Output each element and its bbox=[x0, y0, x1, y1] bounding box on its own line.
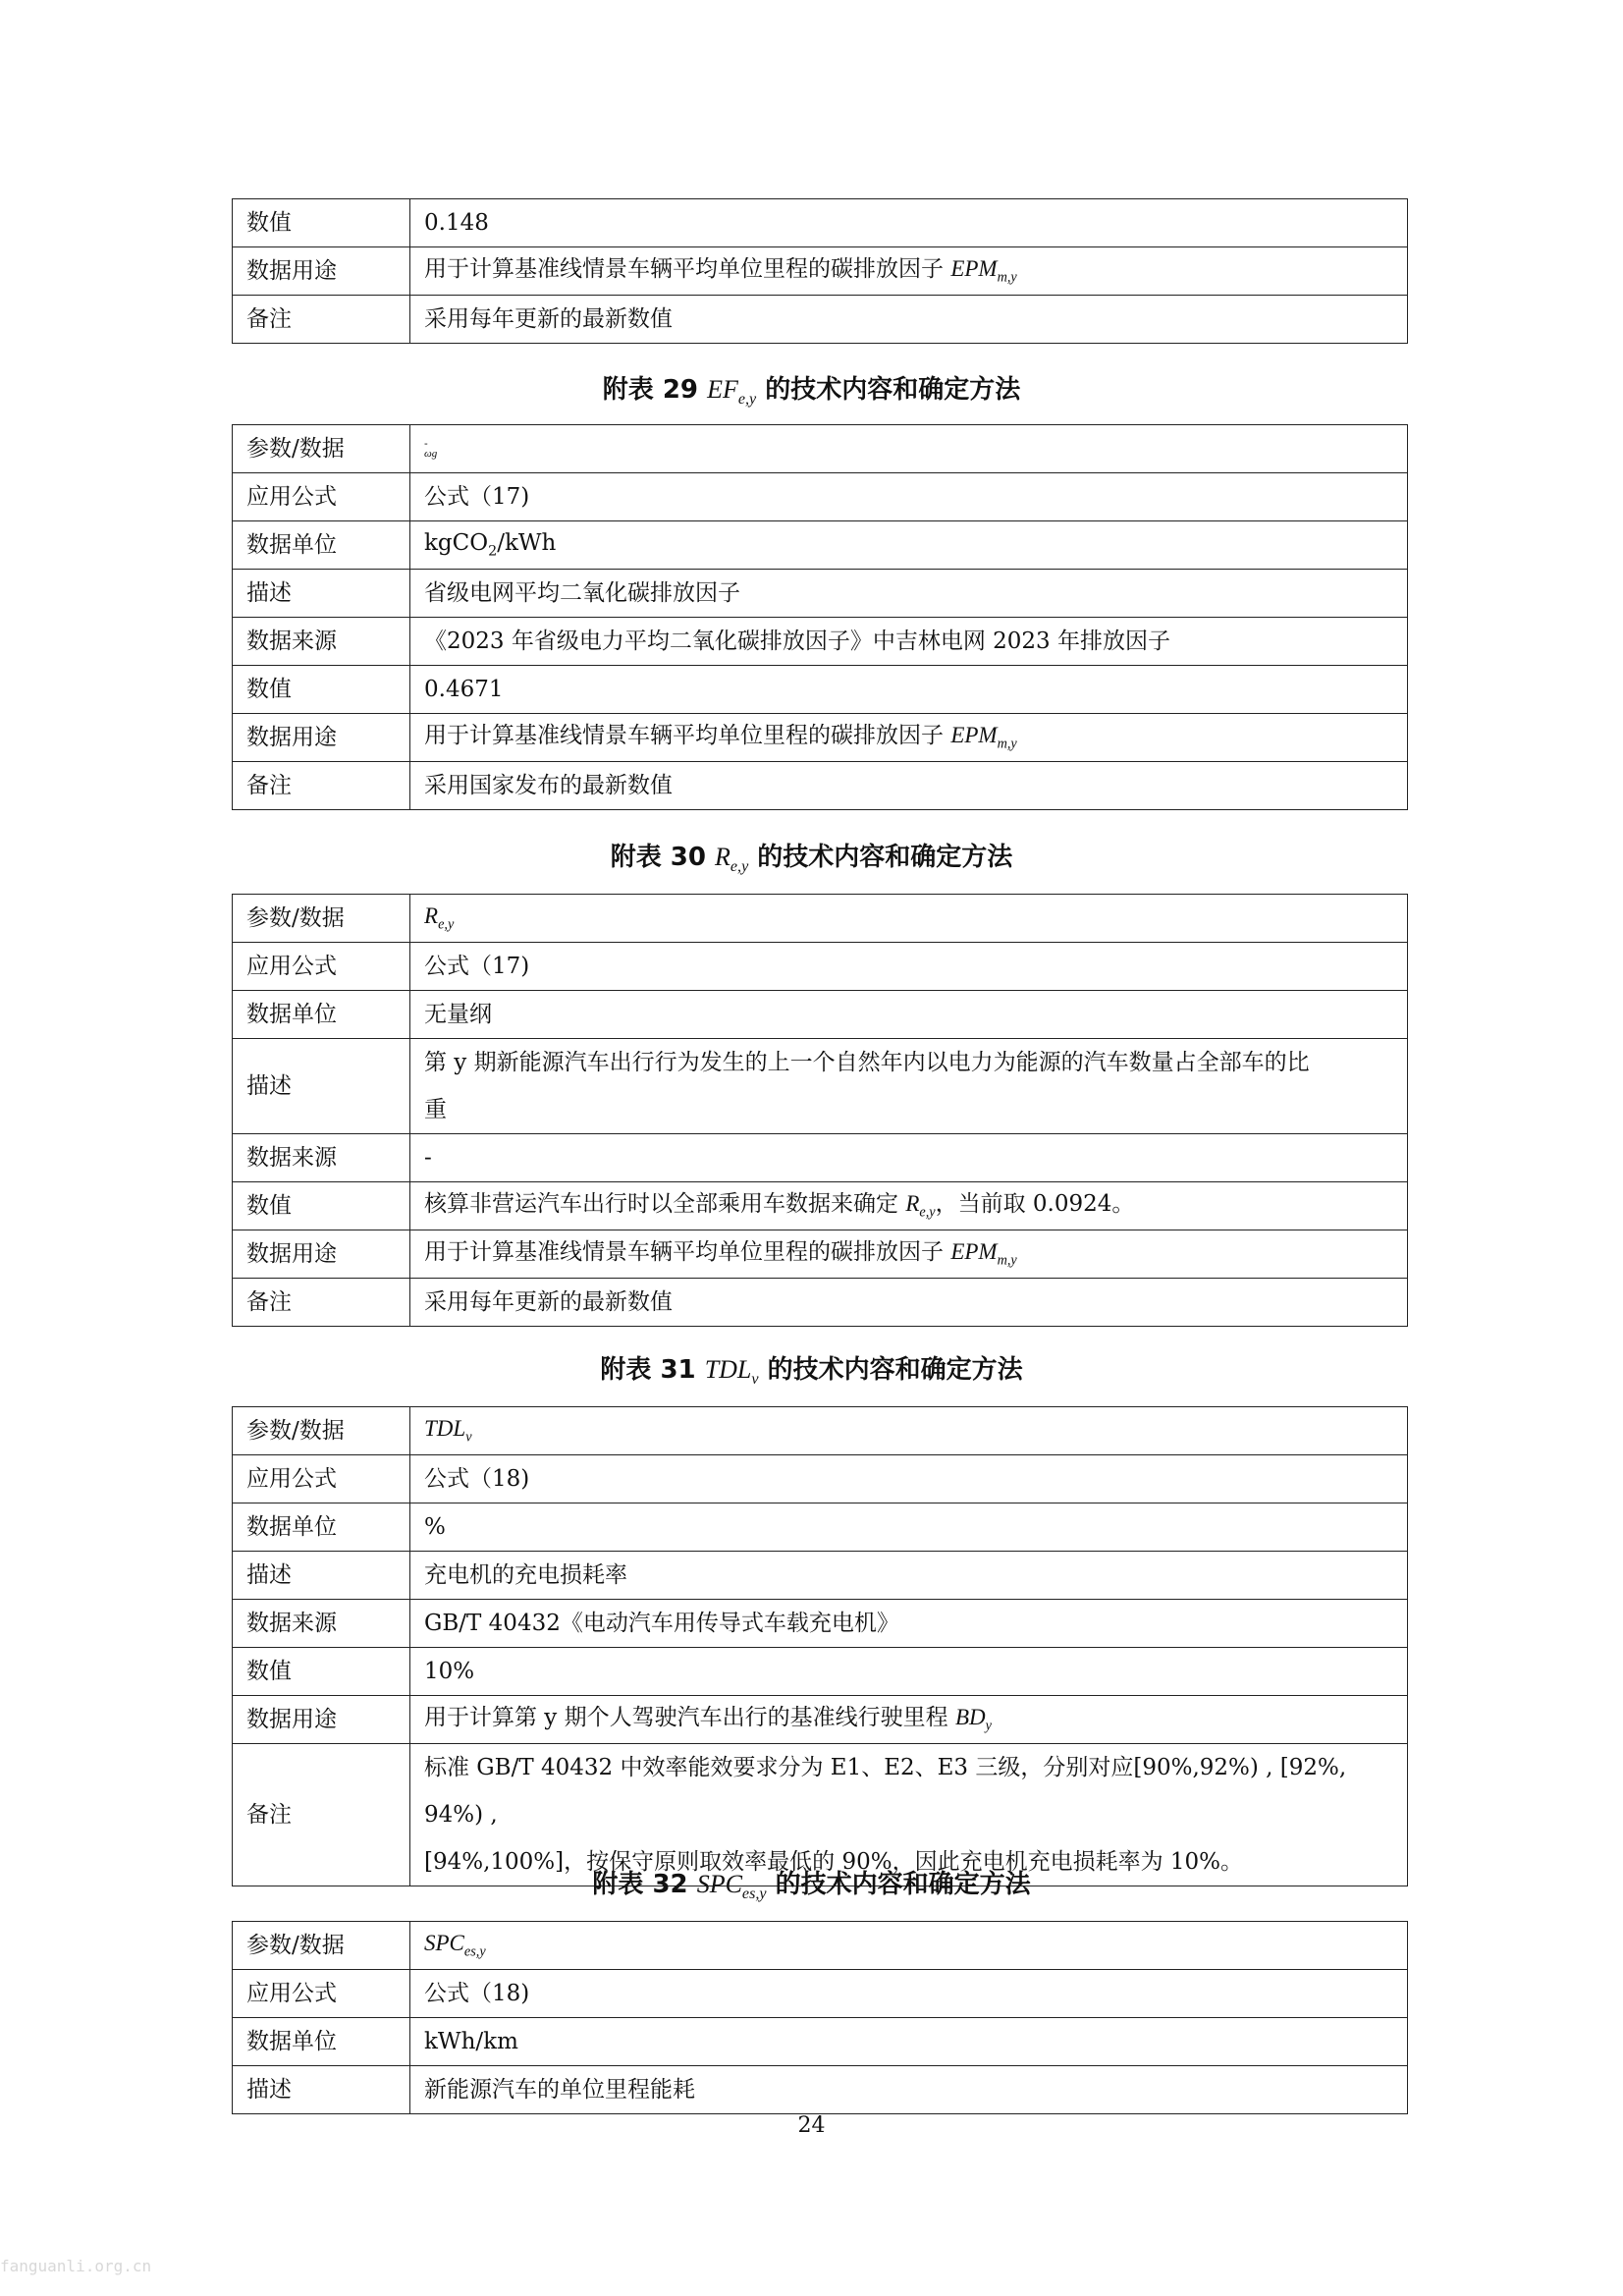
row-value: 用于计算基准线情景车辆平均单位里程的碳排放因子 $EPM_{m,y}$ bbox=[410, 1230, 1408, 1279]
row-key: 数值 bbox=[233, 1182, 410, 1230]
row-value: GB/T 40432《电动汽车用传导式车载充电机》 bbox=[410, 1600, 1408, 1648]
table-row bbox=[233, 1039, 1408, 1134]
table-row bbox=[233, 247, 1408, 296]
row-value: $TDL_v$ bbox=[410, 1407, 1408, 1455]
table-row bbox=[233, 1279, 1408, 1327]
row-value: kgCO$_2$/kWh bbox=[410, 521, 1408, 570]
row-key: 数值 bbox=[233, 1648, 410, 1696]
watermark: fanguanli.org.cn bbox=[0, 2257, 152, 2275]
row-value: 《2023 年省级电力平均二氧化碳排放因子》中吉林电网 2023 年排放因子 bbox=[410, 618, 1408, 666]
table-row bbox=[233, 1134, 1408, 1182]
row-value: 0.4671 bbox=[410, 666, 1408, 714]
row-key: 数据单位 bbox=[233, 991, 410, 1039]
table-row bbox=[233, 1970, 1408, 2018]
row-value: 用于计算第 y 期个人驾驶汽车出行的基准线行驶里程 $BD_y$ bbox=[410, 1696, 1408, 1744]
row-value: 无量纲 bbox=[410, 991, 1408, 1039]
row-key: 应用公式 bbox=[233, 1970, 410, 2018]
table-row bbox=[233, 762, 1408, 810]
row-value: - bbox=[410, 1134, 1408, 1182]
row-value: $R_{e,y}$ bbox=[410, 895, 1408, 943]
table bbox=[232, 1406, 1408, 1886]
row-value: 公式（18) bbox=[410, 1970, 1408, 2018]
row-value: 采用国家发布的最新数值 bbox=[410, 762, 1408, 810]
table-row bbox=[233, 521, 1408, 570]
row-value: 用于计算基准线情景车辆平均单位里程的碳排放因子 $EPM_{m,y}$ bbox=[410, 714, 1408, 762]
table-row bbox=[233, 895, 1408, 943]
row-key: 备注 bbox=[233, 296, 410, 344]
row-key: 参数/数据 bbox=[233, 425, 410, 473]
row-key: 参数/数据 bbox=[233, 1922, 410, 1970]
row-value: $SPC_{es,y}$ bbox=[410, 1922, 1408, 1970]
row-value: 省级电网平均二氧化碳排放因子 bbox=[410, 570, 1408, 618]
table-row bbox=[233, 2066, 1408, 2114]
row-value: 第 y 期新能源汽车出行行为发生的上一个自然年内以电力为能源的汽车数量占全部车的比 重 bbox=[410, 1039, 1408, 1134]
table bbox=[232, 1921, 1408, 2114]
row-value: kWh/km bbox=[410, 2018, 1408, 2066]
row-value: 核算非营运汽车出行时以全部乘用车数据来确定 $R_{e,y}$，当前取 0.0924。 bbox=[410, 1182, 1408, 1230]
table-row bbox=[233, 1600, 1408, 1648]
table-row bbox=[233, 714, 1408, 762]
row-value: 10% bbox=[410, 1648, 1408, 1696]
row-key: 数据来源 bbox=[233, 1134, 410, 1182]
row-key: 应用公式 bbox=[233, 1455, 410, 1503]
table-32 bbox=[232, 1921, 1408, 2114]
row-value: 公式（17) bbox=[410, 943, 1408, 991]
row-key: 数据单位 bbox=[233, 1503, 410, 1552]
row-key: 描述 bbox=[233, 2066, 410, 2114]
table-row bbox=[233, 666, 1408, 714]
row-value: 采用每年更新的最新数值 bbox=[410, 1279, 1408, 1327]
table bbox=[232, 424, 1408, 810]
row-value: 公式（18) bbox=[410, 1455, 1408, 1503]
row-value: - ωg bbox=[410, 425, 1408, 473]
row-value: 充电机的充电损耗率 bbox=[410, 1552, 1408, 1600]
row-key: 数据来源 bbox=[233, 618, 410, 666]
table-row bbox=[233, 199, 1408, 247]
table bbox=[232, 894, 1408, 1327]
row-key: 应用公式 bbox=[233, 473, 410, 521]
table-31-caption: 附表 31 $TDL_v$ 的技术内容和确定方法 bbox=[600, 1355, 1023, 1389]
row-key: 参数/数据 bbox=[233, 895, 410, 943]
table-row bbox=[233, 296, 1408, 344]
table-30-caption: 附表 30 $R_{e,y}$ 的技术内容和确定方法 bbox=[610, 843, 1013, 876]
row-value: 采用每年更新的最新数值 bbox=[410, 296, 1408, 344]
table-row bbox=[233, 991, 1408, 1039]
row-key: 参数/数据 bbox=[233, 1407, 410, 1455]
row-value: 用于计算基准线情景车辆平均单位里程的碳排放因子 $EPM_{m,y}$ bbox=[410, 247, 1408, 296]
table-row bbox=[233, 1455, 1408, 1503]
row-value: 标准 GB/T 40432 中效率能效要求分为 E1、E2、E3 三级，分别对应[90%,92%) , [92%, 94%) , [94%,100%]，按保守原则取效率最低的 90%，因此充电机充电损耗率为 10%。 bbox=[410, 1744, 1408, 1886]
row-key: 备注 bbox=[233, 762, 410, 810]
table-row bbox=[233, 425, 1408, 473]
table-28-tail bbox=[232, 198, 1408, 344]
table-32-caption: 附表 32 $SPC_{es,y}$ 的技术内容和确定方法 bbox=[592, 1870, 1031, 1903]
row-value: 公式（17) bbox=[410, 473, 1408, 521]
row-key: 备注 bbox=[233, 1744, 410, 1886]
row-key: 数据用途 bbox=[233, 1696, 410, 1744]
row-key: 描述 bbox=[233, 1039, 410, 1134]
table-row bbox=[233, 570, 1408, 618]
row-value: 新能源汽车的单位里程能耗 bbox=[410, 2066, 1408, 2114]
row-key: 数据用途 bbox=[233, 1230, 410, 1279]
row-key: 描述 bbox=[233, 570, 410, 618]
table-row bbox=[233, 1648, 1408, 1696]
table-31 bbox=[232, 1406, 1408, 1886]
table-row bbox=[233, 1696, 1408, 1744]
table-row bbox=[233, 1407, 1408, 1455]
row-value: 0.148 bbox=[410, 199, 1408, 247]
table-row bbox=[233, 618, 1408, 666]
page-number: 24 bbox=[797, 2113, 826, 2138]
row-key: 应用公式 bbox=[233, 943, 410, 991]
row-key: 数据用途 bbox=[233, 247, 410, 296]
table-row bbox=[233, 1503, 1408, 1552]
table-row bbox=[233, 1230, 1408, 1279]
table-29 bbox=[232, 424, 1408, 810]
table-row bbox=[233, 1922, 1408, 1970]
table-row bbox=[233, 2018, 1408, 2066]
row-key: 数据用途 bbox=[233, 714, 410, 762]
table bbox=[232, 198, 1408, 344]
row-key: 数值 bbox=[233, 199, 410, 247]
table-row bbox=[233, 473, 1408, 521]
row-key: 数值 bbox=[233, 666, 410, 714]
row-key: 数据来源 bbox=[233, 1600, 410, 1648]
table-row bbox=[233, 1182, 1408, 1230]
row-key: 描述 bbox=[233, 1552, 410, 1600]
row-key: 备注 bbox=[233, 1279, 410, 1327]
table-row bbox=[233, 1552, 1408, 1600]
row-key: 数据单位 bbox=[233, 2018, 410, 2066]
table-row bbox=[233, 943, 1408, 991]
row-value: % bbox=[410, 1503, 1408, 1552]
table-30 bbox=[232, 894, 1408, 1327]
table-29-caption: 附表 29 $EF_{e,y}$ 的技术内容和确定方法 bbox=[602, 375, 1021, 409]
row-key: 数据单位 bbox=[233, 521, 410, 570]
